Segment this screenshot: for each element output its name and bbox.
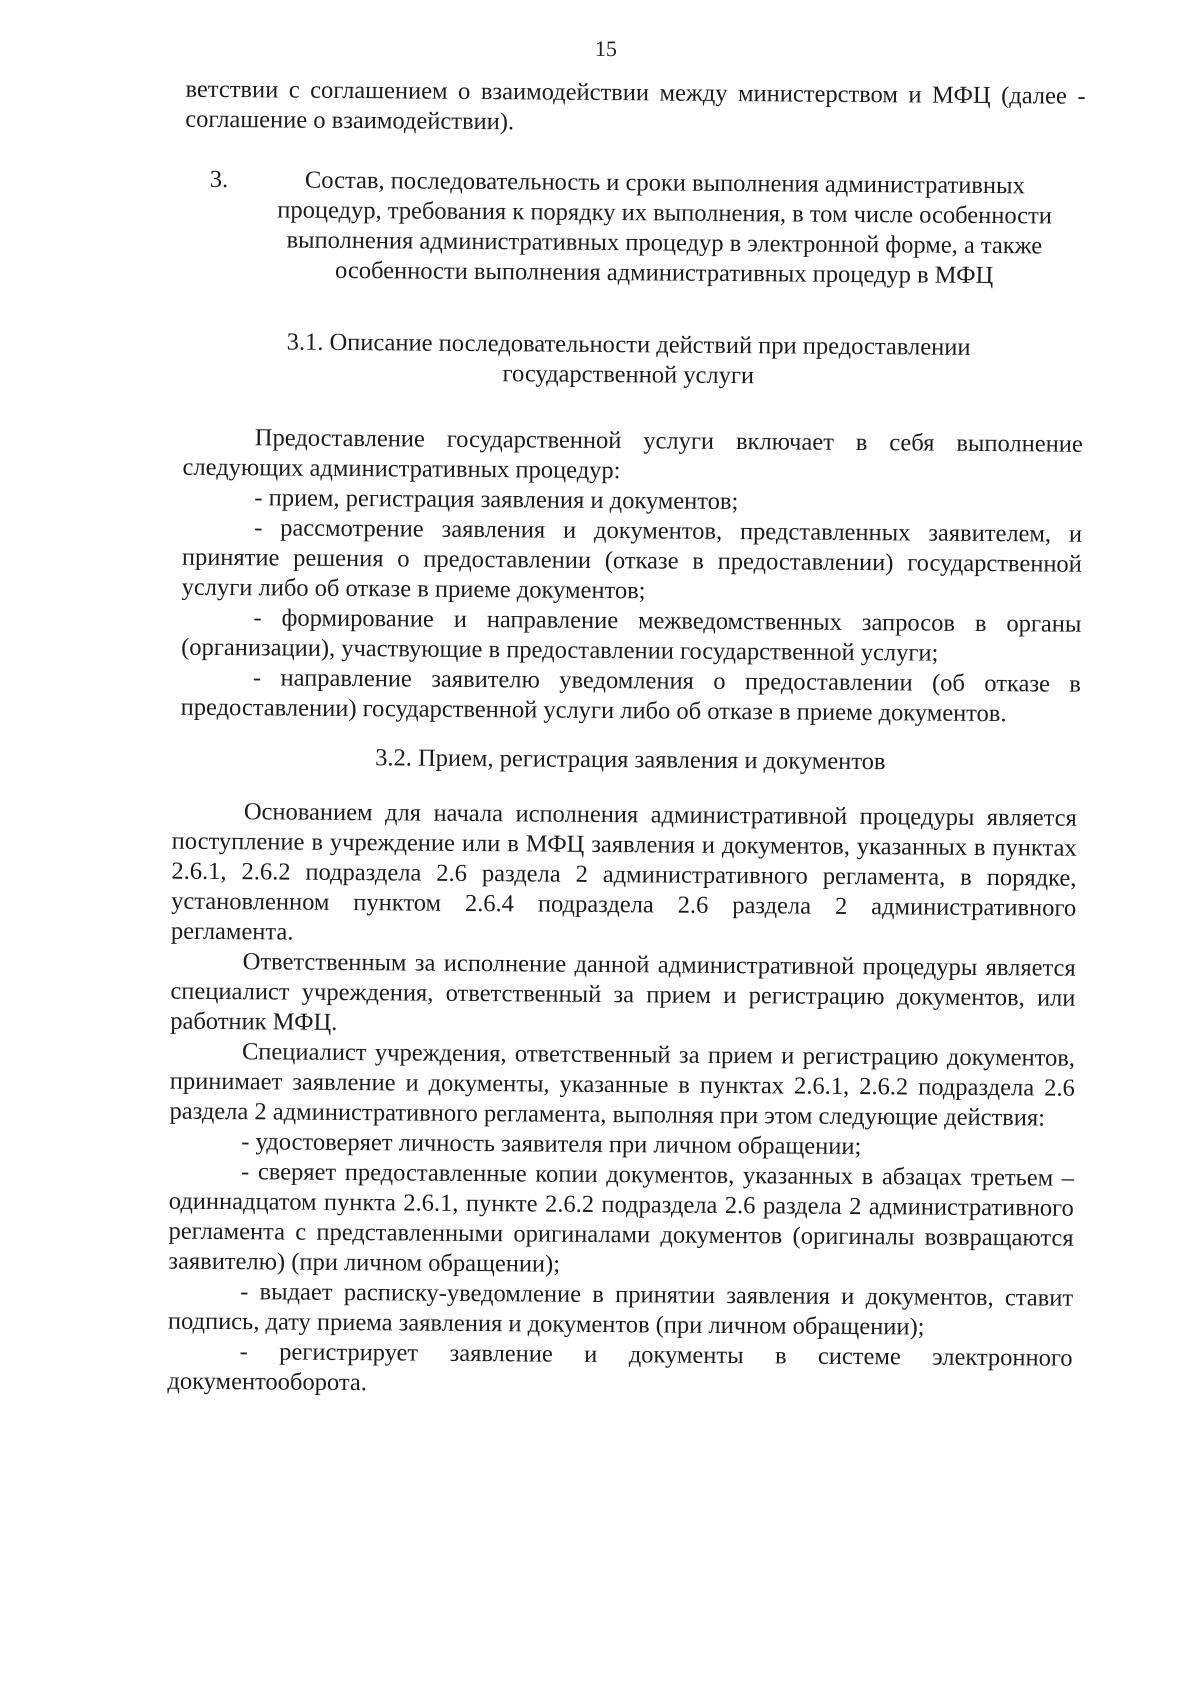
procedure-item: - прием, регистрация заявления и документов; (254, 484, 739, 516)
procedure-item: - формирование и направление межведомственных запросов в органы (организации), участвующие в предоставлении государственной услуги; (181, 604, 1082, 667)
subsection-3-1-heading: 3.1. Описание последовательности действий при предоставлении государственной услуги (286, 328, 971, 390)
action-item: - выдает расписку-уведомление в принятии заявления и документов, ставит подпись, дату приема заявления и документов (при личном обращении); (167, 1278, 1074, 1341)
continuation-text: ветствии с соглашением о взаимодействии между министерством и МФЦ (далее - соглашение о взаимодействии). (185, 75, 1086, 136)
action-item: - регистрирует заявление и документы в системе электронного документооборота. (167, 1338, 1073, 1397)
subsection-3-2-paragraph-1: Основанием для начала исполнения административной процедуры является поступление в учреждение или в МФЦ заявления и документов, указанных в пунктах 2.6.1, 2.6.2 подраздела 2.6 раздела 2 административного регламента, в порядке, установленном пунктом 2.6.4 подраздела 2.6 раздела 2 административного регламента. (170, 798, 1077, 946)
procedure-item: - рассмотрение заявления и документов, представленных заявителем, и принятие решения о предоставлении (отказе в предоставлении) государственной услуги либо об отказе в приеме документов; (181, 514, 1083, 605)
continuation-paragraph (185, 75, 1085, 142)
action-item: - сверяет предоставленные копии документов, указанных в абзацах третьем – одиннадцатом пункта 2.6.1, пункте 2.6.2 подраздела 2.6 раздела 2 административного регламента с представленными оригиналами документов (оригиналы возвращаются заявителю) (при личном обращении); (168, 1158, 1075, 1278)
subsection-3-1-intro: Предоставление государственной услуги включает в себя выполнение следующих административных процедур: (182, 424, 1083, 485)
subsection-3-2-paragraph-3: Специалист учреждения, ответственный за прием и регистрацию документов, принимает заявление и документы, указанные в пунктах 2.6.1, 2.6.2 подраздела 2.6 раздела 2 административного регламента, выполняя при этом следующие действия: (169, 1038, 1076, 1132)
subsection-3-2-paragraph-2: Ответственным за исполнение данной административной процедуры является специалист учреждения, ответственный за прием и регистрацию документов, или работник МФЦ. (170, 948, 1076, 1036)
subsection-3-2-body (167, 797, 1077, 1404)
section-3-number: 3. (209, 165, 229, 194)
procedure-item: - направление заявителю уведомления о предоставлении (об отказе в предоставлении) государственной услуги либо об отказе в приеме документов. (180, 664, 1082, 728)
section-3-heading (209, 165, 1060, 292)
page-number: 15 (594, 35, 618, 62)
subsection-3-2-heading: 3.2. Прием, регистрация заявления и документов (375, 744, 886, 776)
subsection-3-1-body (181, 423, 1083, 730)
section-3-title: Состав, последовательность и сроки выполнения административных процедур, требования к порядку их выполнения, в том числе особенности выполнения административных процедур в электронной форме, а также особенности выполнения административных процедур в МФЦ (277, 166, 1053, 290)
action-item: - удостоверяет личность заявителя при личном обращении; (241, 1128, 862, 1161)
